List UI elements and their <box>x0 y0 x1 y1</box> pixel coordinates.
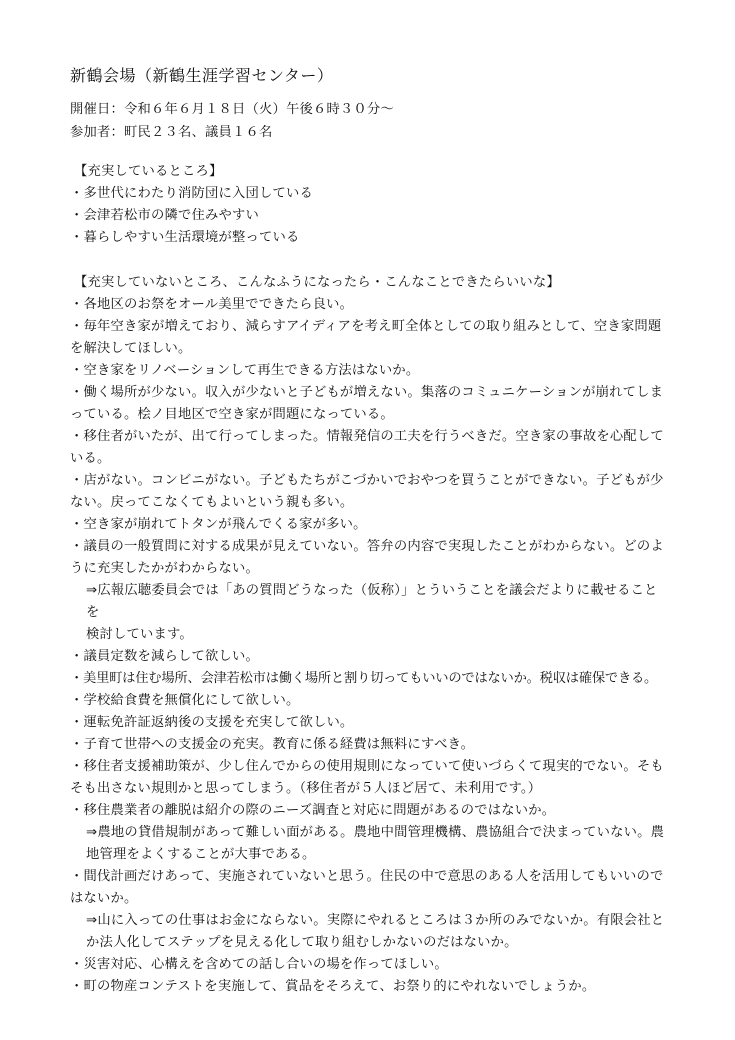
list-item: ・町の物産コンテストを実施して、賞品をそろえて、お祭り的にやれないでしょうか。 <box>70 979 596 994</box>
list-item: ・各地区のお祭をオール美里でできたら良い。 <box>70 297 354 312</box>
improvement-points-section <box>70 272 670 998</box>
date-line: 開催日：令和６年６月１８日（火）午後６時３０分～ <box>70 102 394 117</box>
list-item: ・運転免許証返納後の支援を充実して欲しい。 <box>70 715 354 730</box>
list-item: ・空き家が崩れてトタンが飛んでくる家が多い。 <box>70 517 367 532</box>
list-item: ・間伐計画だけあって、実施されていないと思う。住民の中で意思のある人を活用してもいいので はないか。 <box>70 869 664 906</box>
good-points-section <box>70 161 670 249</box>
list-item: ・暮らしやすい生活環境が整っている <box>70 230 300 245</box>
list-item: ・議員定数を減らして欲しい。 <box>70 649 259 664</box>
list-item: ・議員の一般質問に対する成果が見えていない。答弁の内容で実現したことがわからない。どのよ うに充実したかがわからない。 <box>70 539 664 576</box>
list-item: ・子育て世帯への支援金の充実。教育に係る経費は無料にすべき。 <box>70 737 475 752</box>
list-item: ・美里町は住む場所、会津若松市は働く場所と割り切ってもいいのではないか。税収は確保できる。 <box>70 671 658 686</box>
attendees-line: 参加者：町民２３名、議員１６名 <box>70 125 273 140</box>
list-item: ・毎年空き家が増えており、減らすアイディアを考え町全体としての取り組みとして、空き家問題 を解決してほしい。 <box>70 319 662 356</box>
page-title: 新鶴会場（新鶴生涯学習センター） <box>70 66 334 85</box>
list-item: ・店がない。コンビニがない。子どもたちがこづかいでおやつを買うことができない。子どもが少 ない。戻ってこなくてもよいという親も多い。 <box>70 473 664 510</box>
council-reply: ⇒農地の貸借規制があって難しい面がある。農地中間管理機構、農協組合で決まっていない。農 地管理をよくすることが大事である。 <box>86 825 665 862</box>
list-item: ・移住者がいたが、出て行ってしまった。情報発信の工夫を行うべきだ。空き家の事故を心配して いる。 <box>70 429 664 466</box>
list-item: ・多世代にわたり消防団に入団している <box>70 186 313 201</box>
council-reply: ⇒山に入っての仕事はお金にならない。実際にやれるところは３か所のみでないか。有限会社と か法人化してステップを見える化して取り組むしかないのだはないか。 <box>86 913 665 950</box>
list-item: ・空き家をリノベーションして再生できる方法はないか。 <box>70 363 420 378</box>
council-reply: ⇒広報広聴委員会では「あの質問どうなった（仮称）」とういうことを議会だよりに載せることを 検討しています。 <box>86 583 658 642</box>
list-item: ・災害対応、心構えを含めての話し合いの場を作ってほしい。 <box>70 957 448 972</box>
improvement-points-heading: 【充実していないところ、こんなふうになったら・こんなことできたらいいな】 <box>74 275 560 290</box>
list-item: ・会津若松市の隣で住みやすい <box>70 208 259 223</box>
good-points-heading: 【充実しているところ】 <box>74 164 223 179</box>
list-item: ・働く場所が少ない。収入が少ないと子どもが増えない。集落のコミュニケーションが崩れてしま っている。桧ノ目地区で空き家が問題になっている。 <box>70 385 664 422</box>
list-item: ・学校給食費を無償化にして欲しい。 <box>70 693 300 708</box>
list-item: ・移住者支援補助策が、少し住んでからの使用規則になっていて使いづらくて現実的でない。そも そも出さない規則かと思ってしまう。（移住者が５人ほど居て、未利用です。） <box>70 759 664 796</box>
list-item: ・移住農業者の離脱は紹介の際のニーズ調査と対応に問題があるのではないか。 <box>70 803 556 818</box>
